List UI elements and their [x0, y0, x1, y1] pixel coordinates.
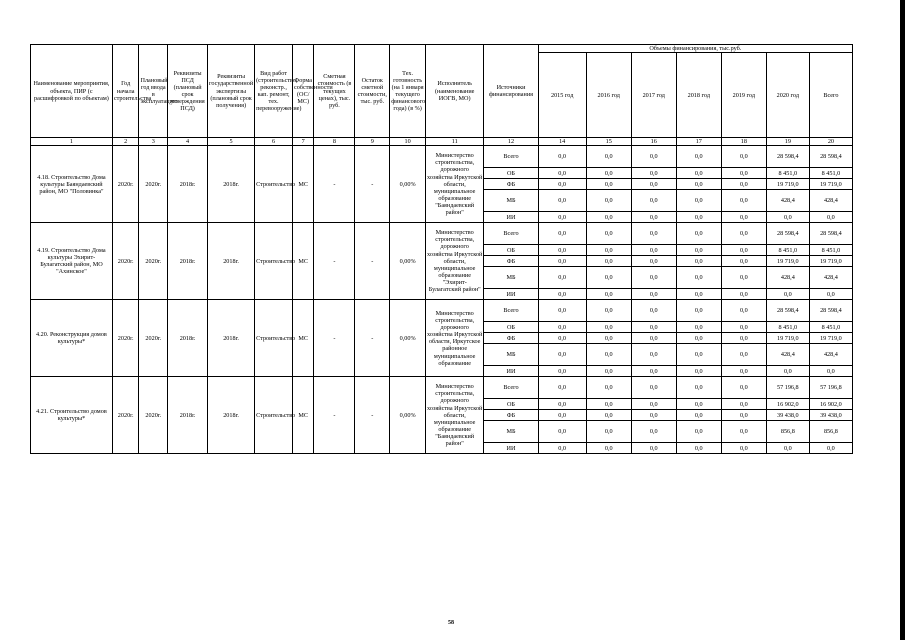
funding-source: МБ	[484, 421, 538, 443]
object-name: 4.19. Строительство Дома культуры Эхирит-Булагатский район, МО "Ахинское"	[31, 223, 113, 300]
total-value: 57 196,8	[809, 377, 852, 399]
year-value: 0,0	[766, 366, 809, 377]
funding-source: ИИ	[484, 289, 538, 300]
estimated-cost: -	[314, 377, 355, 454]
work-type: Строительство	[255, 146, 293, 223]
total-value: 428,4	[809, 190, 852, 212]
year-value: 0,0	[586, 377, 631, 399]
year-value: 0,0	[631, 245, 676, 256]
year-value: 0,0	[631, 223, 676, 245]
total-value: 19 719,0	[809, 333, 852, 344]
ownership-form: МС	[292, 146, 313, 223]
year-value: 0,0	[721, 245, 766, 256]
index-cell: 8	[314, 138, 355, 146]
year-value: 0,0	[721, 223, 766, 245]
index-cell: 7	[292, 138, 313, 146]
year-value: 0,0	[766, 289, 809, 300]
year-value: 0,0	[538, 267, 586, 289]
total-value: 8 451,0	[809, 168, 852, 179]
year-value: 0,0	[538, 366, 586, 377]
funding-source: ОБ	[484, 322, 538, 333]
planned-year: 2020г.	[139, 377, 168, 454]
year-value: 19 719,0	[766, 179, 809, 190]
funding-source: ОБ	[484, 245, 538, 256]
index-cell: 2	[112, 138, 139, 146]
index-cell: 12	[484, 138, 538, 146]
total-value: 0,0	[809, 443, 852, 454]
year-value: 0,0	[631, 322, 676, 333]
funding-source: ИИ	[484, 366, 538, 377]
year-value: 0,0	[721, 190, 766, 212]
psd-date: 2018г.	[168, 377, 208, 454]
year-value: 0,0	[721, 267, 766, 289]
readiness: 0,00%	[390, 223, 426, 300]
year-value: 0,0	[676, 443, 721, 454]
table-row	[31, 223, 853, 245]
index-cell: 18	[721, 138, 766, 146]
year-value: 0,0	[586, 300, 631, 322]
year-value: 0,0	[721, 289, 766, 300]
year-value: 0,0	[631, 212, 676, 223]
table-row	[31, 377, 853, 399]
year-value: 0,0	[766, 443, 809, 454]
year-value: 0,0	[631, 421, 676, 443]
total-value: 28 598,4	[809, 300, 852, 322]
funding-source: ОБ	[484, 399, 538, 410]
year-value: 0,0	[631, 333, 676, 344]
executor: Министерство строительства, дорожного хозяйства Иркутской области, муниципальное образование "Эхирит-Булагатский район"	[426, 223, 484, 300]
year-value: 0,0	[586, 223, 631, 245]
funding-source: Всего	[484, 377, 538, 399]
header-psd: Реквизиты ПСД (плановый срок утверждения ПСД)	[168, 45, 208, 138]
year-value: 28 598,4	[766, 300, 809, 322]
index-cell: 10	[390, 138, 426, 146]
year-value: 0,0	[676, 366, 721, 377]
year-value: 0,0	[721, 212, 766, 223]
year-value: 0,0	[538, 256, 586, 267]
index-row	[31, 138, 853, 146]
year-value: 0,0	[631, 443, 676, 454]
work-type: Строительство	[255, 223, 293, 300]
year-value: 0,0	[586, 245, 631, 256]
financing-table	[30, 44, 853, 454]
header-name: Наименование мероприятия, объекта, ПИР (с расшифровкой по объектам)	[31, 45, 113, 138]
ownership-form: МС	[292, 300, 313, 377]
planned-year: 2020г.	[139, 146, 168, 223]
estimated-cost: -	[314, 223, 355, 300]
year-value: 0,0	[538, 421, 586, 443]
year-value: 0,0	[676, 190, 721, 212]
year-value: 0,0	[538, 190, 586, 212]
funding-source: МБ	[484, 267, 538, 289]
year-value: 0,0	[586, 146, 631, 168]
funding-source: Всего	[484, 223, 538, 245]
year-value: 0,0	[676, 333, 721, 344]
year-value: 0,0	[766, 212, 809, 223]
table-row	[31, 300, 853, 322]
readiness: 0,00%	[390, 377, 426, 454]
year-value: 0,0	[538, 179, 586, 190]
year-value: 0,0	[538, 223, 586, 245]
year-value: 0,0	[538, 410, 586, 421]
expertise-date: 2018г.	[208, 300, 255, 377]
funding-source: ОБ	[484, 168, 538, 179]
year-value: 16 902,0	[766, 399, 809, 410]
year-value: 0,0	[538, 300, 586, 322]
header-total: Всего	[809, 53, 852, 138]
year-value: 0,0	[721, 322, 766, 333]
header-year: 2016 год	[586, 53, 631, 138]
start-year: 2020г.	[112, 300, 139, 377]
ownership-form: МС	[292, 223, 313, 300]
year-value: 0,0	[538, 344, 586, 366]
header-work-type: Вид работ (строительство, реконстр., кап. ремонт, тех. перевооружение)	[255, 45, 293, 138]
index-cell: 17	[676, 138, 721, 146]
year-value: 0,0	[676, 344, 721, 366]
total-value: 428,4	[809, 267, 852, 289]
planned-year: 2020г.	[139, 223, 168, 300]
year-value: 0,0	[586, 190, 631, 212]
page-edge	[900, 0, 905, 640]
readiness: 0,00%	[390, 146, 426, 223]
year-value: 0,0	[631, 289, 676, 300]
year-value: 0,0	[586, 168, 631, 179]
total-value: 28 598,4	[809, 146, 852, 168]
header-planned-year: Плановый год ввода в эксплуатацию	[139, 45, 168, 138]
funding-source: ФБ	[484, 410, 538, 421]
total-value: 0,0	[809, 289, 852, 300]
total-value: 28 598,4	[809, 223, 852, 245]
year-value: 0,0	[721, 377, 766, 399]
year-value: 0,0	[676, 223, 721, 245]
work-type: Строительство	[255, 300, 293, 377]
year-value: 0,0	[631, 179, 676, 190]
year-value: 0,0	[721, 168, 766, 179]
year-value: 0,0	[676, 179, 721, 190]
expertise-date: 2018г.	[208, 146, 255, 223]
year-value: 0,0	[586, 179, 631, 190]
year-value: 57 196,8	[766, 377, 809, 399]
year-value: 19 719,0	[766, 333, 809, 344]
year-value: 0,0	[631, 256, 676, 267]
funding-source: МБ	[484, 344, 538, 366]
year-value: 0,0	[721, 443, 766, 454]
year-value: 0,0	[631, 377, 676, 399]
funding-source: МБ	[484, 190, 538, 212]
year-value: 0,0	[721, 256, 766, 267]
index-cell: 19	[766, 138, 809, 146]
index-cell: 3	[139, 138, 168, 146]
year-value: 0,0	[721, 399, 766, 410]
year-value: 8 451,0	[766, 168, 809, 179]
remaining-cost: -	[355, 300, 390, 377]
year-value: 428,4	[766, 267, 809, 289]
index-cell: 9	[355, 138, 390, 146]
year-value: 0,0	[721, 410, 766, 421]
year-value: 0,0	[538, 168, 586, 179]
header-rest: Остаток сметной стоимости, тыс. руб.	[355, 45, 390, 138]
year-value: 0,0	[676, 300, 721, 322]
remaining-cost: -	[355, 146, 390, 223]
planned-year: 2020г.	[139, 300, 168, 377]
funding-source: ФБ	[484, 179, 538, 190]
year-value: 428,4	[766, 344, 809, 366]
year-value: 0,0	[631, 267, 676, 289]
ownership-form: МС	[292, 377, 313, 454]
remaining-cost: -	[355, 377, 390, 454]
estimated-cost: -	[314, 146, 355, 223]
expertise-date: 2018г.	[208, 377, 255, 454]
index-cell: 1	[31, 138, 113, 146]
year-value: 0,0	[676, 289, 721, 300]
total-value: 0,0	[809, 212, 852, 223]
funding-source: Всего	[484, 300, 538, 322]
year-value: 8 451,0	[766, 245, 809, 256]
year-value: 0,0	[631, 410, 676, 421]
index-cell: 14	[538, 138, 586, 146]
start-year: 2020г.	[112, 146, 139, 223]
header-year: 2018 год	[676, 53, 721, 138]
header-year: 2020 год	[766, 53, 809, 138]
psd-date: 2018г.	[168, 223, 208, 300]
year-value: 0,0	[631, 190, 676, 212]
year-value: 0,0	[676, 146, 721, 168]
year-value: 0,0	[538, 146, 586, 168]
year-value: 0,0	[586, 410, 631, 421]
psd-date: 2018г.	[168, 146, 208, 223]
year-value: 0,0	[676, 399, 721, 410]
index-cell: 6	[255, 138, 293, 146]
year-value: 0,0	[586, 322, 631, 333]
executor: Министерство строительства, дорожного хозяйства Иркутской области, муниципальное образование "Баяндаевский район"	[426, 146, 484, 223]
estimated-cost: -	[314, 300, 355, 377]
year-value: 28 598,4	[766, 223, 809, 245]
index-cell: 20	[809, 138, 852, 146]
year-value: 0,0	[721, 366, 766, 377]
header-year: 2017 год	[631, 53, 676, 138]
year-value: 19 719,0	[766, 256, 809, 267]
year-value: 0,0	[676, 421, 721, 443]
year-value: 0,0	[538, 289, 586, 300]
year-value: 0,0	[676, 377, 721, 399]
year-value: 0,0	[586, 399, 631, 410]
year-value: 0,0	[538, 333, 586, 344]
year-value: 0,0	[538, 377, 586, 399]
year-value: 0,0	[538, 245, 586, 256]
year-value: 39 438,0	[766, 410, 809, 421]
year-value: 0,0	[676, 168, 721, 179]
index-cell: 11	[426, 138, 484, 146]
year-value: 856,8	[766, 421, 809, 443]
index-cell: 5	[208, 138, 255, 146]
table-row	[31, 146, 853, 168]
expertise-date: 2018г.	[208, 223, 255, 300]
year-value: 0,0	[676, 212, 721, 223]
executor: Министерство строительства, дорожного хозяйства Иркутской области, Иркутское районное муниципальное образование	[426, 300, 484, 377]
funding-source: ИИ	[484, 443, 538, 454]
total-value: 19 719,0	[809, 179, 852, 190]
year-value: 0,0	[676, 245, 721, 256]
funding-source: ФБ	[484, 256, 538, 267]
object-name: 4.18. Строительство Дома культуры Баяндаевский район, МО "Половинка"	[31, 146, 113, 223]
index-cell: 4	[168, 138, 208, 146]
year-value: 0,0	[538, 322, 586, 333]
year-value: 0,0	[631, 300, 676, 322]
total-value: 8 451,0	[809, 245, 852, 256]
header-start-year: Год начала строительства	[112, 45, 139, 138]
start-year: 2020г.	[112, 377, 139, 454]
funding-source: ИИ	[484, 212, 538, 223]
year-value: 0,0	[586, 289, 631, 300]
year-value: 0,0	[586, 333, 631, 344]
index-cell: 15	[586, 138, 631, 146]
year-value: 428,4	[766, 190, 809, 212]
remaining-cost: -	[355, 223, 390, 300]
year-value: 0,0	[586, 267, 631, 289]
total-value: 39 438,0	[809, 410, 852, 421]
object-name: 4.21. Строительство домов культуры*	[31, 377, 113, 454]
header-year: 2019 год	[721, 53, 766, 138]
year-value: 0,0	[538, 443, 586, 454]
header-cost: Сметная стоимость (в текущих ценах), тыс. руб.	[314, 45, 355, 138]
start-year: 2020г.	[112, 223, 139, 300]
readiness: 0,00%	[390, 300, 426, 377]
year-value: 0,0	[631, 168, 676, 179]
index-cell: 16	[631, 138, 676, 146]
year-value: 0,0	[538, 399, 586, 410]
year-value: 0,0	[631, 399, 676, 410]
year-value: 0,0	[676, 410, 721, 421]
funding-source: ФБ	[484, 333, 538, 344]
year-value: 8 451,0	[766, 322, 809, 333]
year-value: 0,0	[586, 421, 631, 443]
total-value: 0,0	[809, 366, 852, 377]
year-value: 0,0	[586, 212, 631, 223]
header-year: 2015 год	[538, 53, 586, 138]
year-value: 0,0	[586, 366, 631, 377]
year-value: 0,0	[721, 179, 766, 190]
total-value: 8 451,0	[809, 322, 852, 333]
header-readiness: Тех. готовность (на 1 января текущего финансового года) (в %)	[390, 45, 426, 138]
year-value: 0,0	[721, 421, 766, 443]
executor: Министерство строительства, дорожного хозяйства Иркутской области, муниципальное образование "Баяндаевский район"	[426, 377, 484, 454]
year-value: 0,0	[721, 146, 766, 168]
header-executor: Исполнитель (наименование ИОГВ, МО)	[426, 45, 484, 138]
funding-source: Всего	[484, 146, 538, 168]
year-value: 0,0	[631, 146, 676, 168]
year-value: 0,0	[721, 344, 766, 366]
year-value: 0,0	[586, 344, 631, 366]
total-value: 428,4	[809, 344, 852, 366]
total-value: 19 719,0	[809, 256, 852, 267]
year-value: 0,0	[538, 212, 586, 223]
header-ownership: Форма собственности (ОС/МС)	[292, 45, 313, 138]
psd-date: 2018г.	[168, 300, 208, 377]
page-number: 58	[448, 620, 454, 626]
year-value: 0,0	[676, 267, 721, 289]
header-sources: Источники финансирования	[484, 45, 538, 138]
year-value: 0,0	[721, 300, 766, 322]
year-value: 0,0	[631, 366, 676, 377]
header-funding-group: Объемы финансирования, тыс.руб.	[538, 45, 852, 53]
object-name: 4.20. Реконструкция домов культуры*	[31, 300, 113, 377]
year-value: 0,0	[586, 443, 631, 454]
year-value: 0,0	[586, 256, 631, 267]
year-value: 28 598,4	[766, 146, 809, 168]
year-value: 0,0	[631, 344, 676, 366]
year-value: 0,0	[676, 322, 721, 333]
total-value: 16 902,0	[809, 399, 852, 410]
year-value: 0,0	[676, 256, 721, 267]
year-value: 0,0	[721, 333, 766, 344]
work-type: Строительство	[255, 377, 293, 454]
header-expertise: Реквизиты государственной экспертизы (плановый срок получения)	[208, 45, 255, 138]
total-value: 856,8	[809, 421, 852, 443]
